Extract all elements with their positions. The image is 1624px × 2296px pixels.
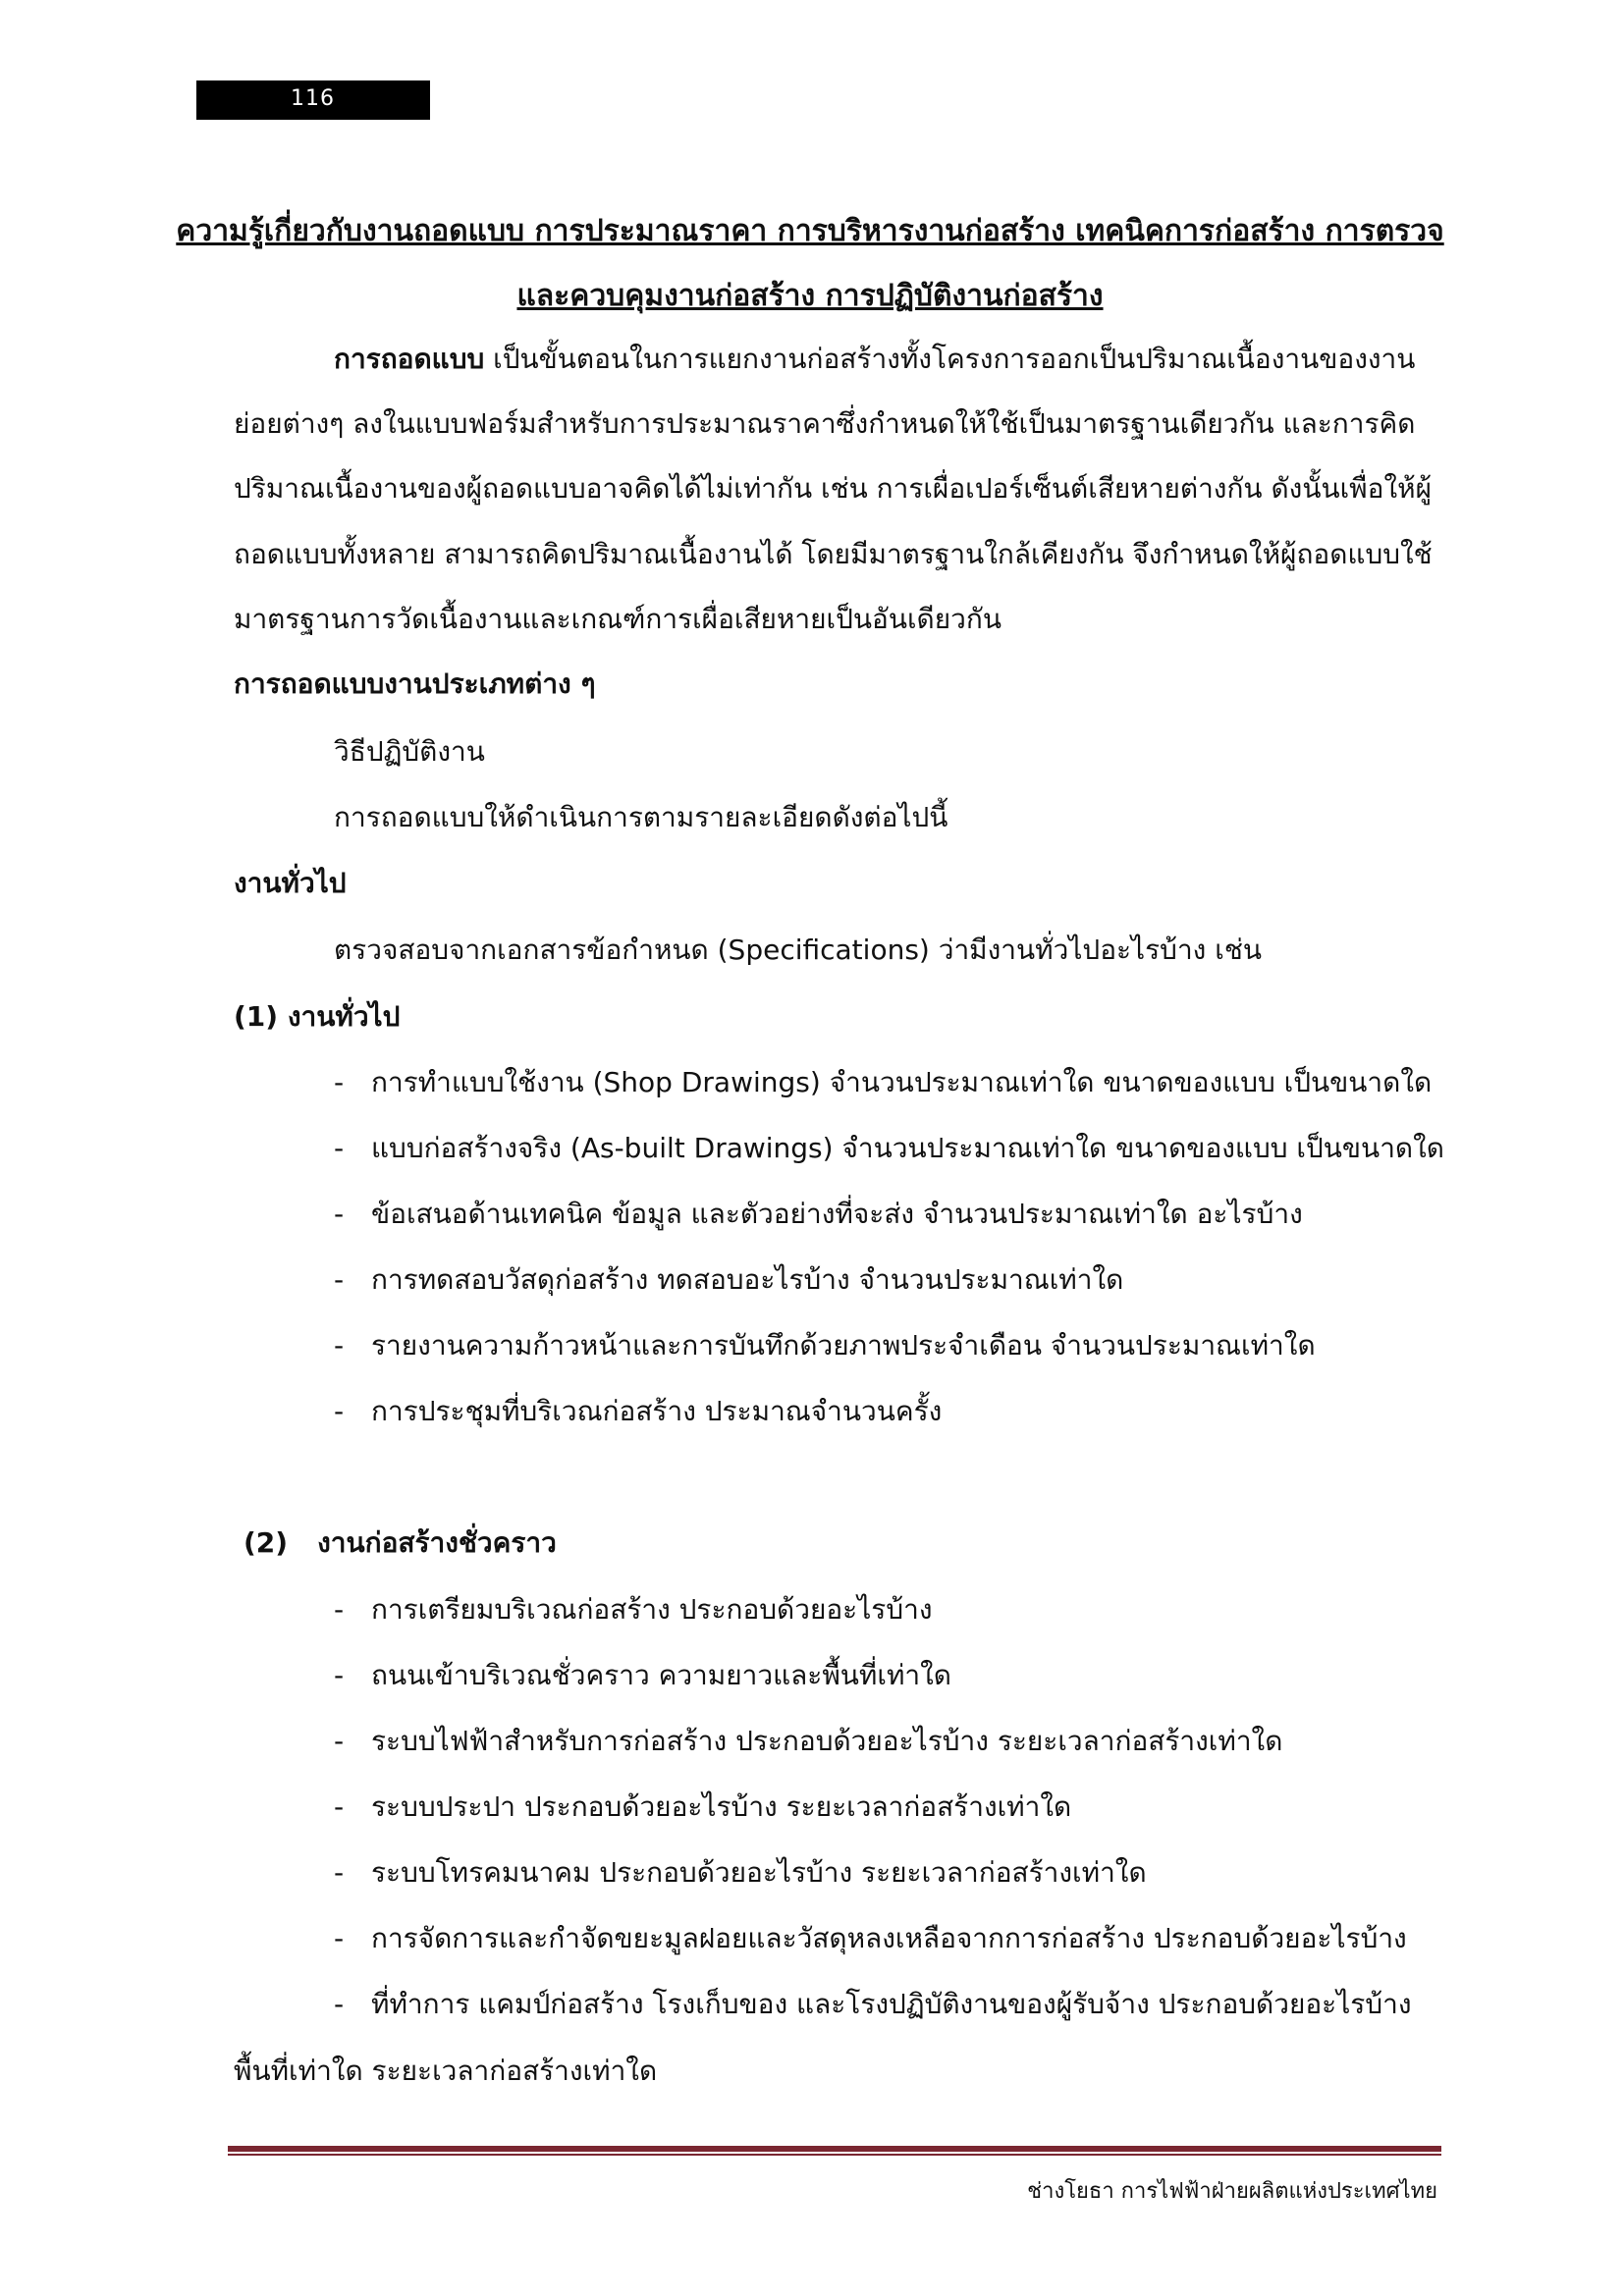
dash-mark: - [334, 1329, 345, 1362]
title-line-2: และควบคุมงานก่อสร้าง การปฏิบัติงานก่อสร้าง [516, 279, 1104, 313]
page-number-box [196, 80, 430, 120]
sub2-heading-text: งานก่อสร้างชั่วคราว [317, 1526, 557, 1559]
footer-rule-thick [228, 2146, 1441, 2152]
intro-line-5: มาตรฐานการวัดเนื้องานและเกณฑ์การเผื่อเสียหายเป็นอันเดียวกัน [234, 603, 1001, 635]
list-item: - การทำแบบใช้งาน (Shop Drawings) จำนวนประมาณเท่าใด ขนาดของแบบ เป็นขนาดใด [334, 1063, 1432, 1102]
general-text: ตรวจสอบจากเอกสารข้อกำหนด (Specifications) ว่ามีงานทั่วไปอะไรบ้าง เช่น [334, 934, 1262, 966]
list-item: - การประชุมที่บริเวณก่อสร้าง ประมาณจำนวนครั้ง [334, 1392, 942, 1431]
list-item: - การทดสอบวัสดุก่อสร้าง ทดสอบอะไรบ้าง จำนวนประมาณเท่าใด [334, 1260, 1123, 1300]
dash-mark: - [334, 1132, 345, 1164]
page-number: 116 [291, 86, 335, 111]
dash-mark: - [334, 1790, 345, 1823]
footer-text: ช่างโยธา การไฟฟ้าฝ่ายผลิตแห่งประเทศไทย [1027, 2179, 1437, 2204]
intro-lead: การถอดแบบ [334, 343, 485, 375]
dash-mark: - [334, 1066, 345, 1098]
intro-line-1 [334, 340, 1415, 379]
dash-mark: - [334, 1725, 345, 1757]
dash-mark: - [334, 1856, 345, 1889]
sub2-continuation: พื้นที่เท่าใด ระยะเวลาก่อสร้างเท่าใด [234, 2055, 658, 2087]
dash-mark: - [334, 1593, 345, 1626]
list-item: - รายงานความก้าวหน้าและการบันทึกด้วยภาพประจำเดือน จำนวนประมาณเท่าใด [334, 1326, 1316, 1365]
list-item: - ถนนเข้าบริเวณชั่วคราว ความยาวและพื้นที่เท่าใด [334, 1656, 951, 1695]
footer-rule-thin [228, 2154, 1441, 2156]
sub1-heading: (1) งานทั่วไป [234, 1000, 401, 1033]
dash-mark: - [334, 1263, 345, 1296]
dash-mark: - [334, 1988, 345, 2020]
sub2-heading-num: (2) [244, 1526, 289, 1559]
section-types-heading: การถอดแบบงานประเภทต่าง ๆ [234, 667, 596, 700]
method-label: วิธีปฏิบัติงาน [334, 735, 485, 768]
method-text: การถอดแบบให้ดำเนินการตามรายละเอียดดังต่อไปนี้ [334, 801, 948, 833]
list-item: - การเตรียมบริเวณก่อสร้าง ประกอบด้วยอะไรบ้าง [334, 1590, 933, 1629]
list-item: - แบบก่อสร้างจริง (As-built Drawings) จำนวนประมาณเท่าใด ขนาดของแบบ เป็นขนาดใด [334, 1129, 1444, 1168]
list-item: - ข้อเสนอด้านเทคนิค ข้อมูล และตัวอย่างที่จะส่ง จำนวนประมาณเท่าใด อะไรบ้าง [334, 1195, 1303, 1234]
general-heading: งานทั่วไป [234, 867, 347, 899]
dash-mark: - [334, 1198, 345, 1230]
intro-line-3: ปริมาณเนื้องานของผู้ถอดแบบอาจคิดได้ไม่เท่ากัน เช่น การเผื่อเปอร์เซ็นต์เสียหายต่างกัน ดังนั้นเพื่อให้ผู้ [234, 472, 1432, 505]
list-item: - ระบบโทรคมนาคม ประกอบด้วยอะไรบ้าง ระยะเวลาก่อสร้างเท่าใด [334, 1853, 1147, 1893]
list-item: - ระบบประปา ประกอบด้วยอะไรบ้าง ระยะเวลาก่อสร้างเท่าใด [334, 1788, 1071, 1827]
dash-mark: - [334, 1922, 345, 1954]
title-line-1: ความรู้เกี่ยวกับงานถอดแบบ การประมาณราคา การบริหารงานก่อสร้าง เทคนิคการก่อสร้าง การตรวจ [176, 214, 1444, 248]
dash-mark: - [334, 1395, 345, 1427]
sub2-heading [244, 1523, 557, 1563]
intro-line-2: ย่อยต่างๆ ลงในแบบฟอร์มสำหรับการประมาณราคาซึ่งกำหนดให้ใช้เป็นมาตรฐานเดียวกัน และการคิด [234, 407, 1416, 440]
list-item: - ที่ทำการ แคมป์ก่อสร้าง โรงเก็บของ และโรงปฏิบัติงานของผู้รับจ้าง ประกอบด้วยอะไรบ้าง [334, 1985, 1412, 2024]
list-item: - การจัดการและกำจัดขยะมูลฝอยและวัสดุหลงเหลือจากการก่อสร้าง ประกอบด้วยอะไรบ้าง [334, 1919, 1407, 1958]
list-item: - ระบบไฟฟ้าสำหรับการก่อสร้าง ประกอบด้วยอะไรบ้าง ระยะเวลาก่อสร้างเท่าใด [334, 1722, 1282, 1761]
intro-line-1-rest: เป็นขั้นตอนในการแยกงานก่อสร้างทั้งโครงการออกเป็นปริมาณเนื้องานของงาน [484, 343, 1416, 375]
dash-mark: - [334, 1659, 345, 1691]
intro-line-4: ถอดแบบทั้งหลาย สามารถคิดปริมาณเนื้องานได้ โดยมีมาตรฐานใกล้เคียงกัน จึงกำหนดให้ผู้ถอดแบบใช้ [234, 538, 1433, 570]
